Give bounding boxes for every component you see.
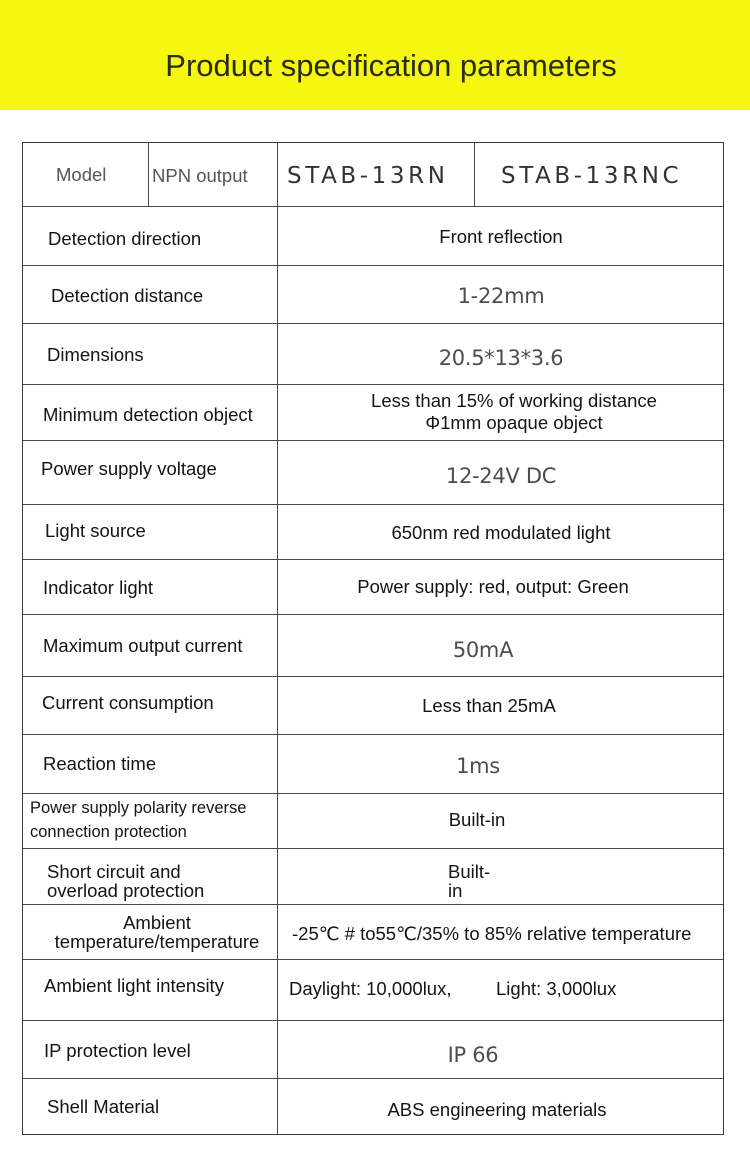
row-divider — [23, 1020, 723, 1021]
output-type-label: NPN output — [152, 165, 248, 186]
spec-value: 1ms — [456, 754, 500, 778]
spec-label: Maximum output current — [43, 635, 243, 656]
spec-value: 650nm red modulated light — [391, 522, 611, 543]
spec-value: Less than 25mA — [422, 695, 556, 716]
spec-label: Shell Material — [47, 1096, 160, 1117]
spec-label-line2: temperature/temperature — [54, 931, 260, 952]
spec-label-line1: Short circuit and — [47, 861, 181, 882]
row-divider — [23, 206, 723, 207]
header-banner — [0, 0, 750, 110]
spec-label: Current consumption — [42, 692, 214, 713]
spec-value: Power supply: red, output: Green — [357, 576, 629, 597]
row-divider — [23, 614, 723, 615]
spec-value-line1: Less than 15% of working distance — [371, 390, 657, 411]
row-divider — [23, 904, 723, 905]
spec-label-line2: connection protection — [30, 823, 187, 841]
spec-label: Detection direction — [48, 228, 202, 249]
spec-table — [22, 142, 724, 1135]
spec-value: 20.5*13*3.6 — [438, 346, 564, 370]
spec-label: Ambient light intensity — [44, 975, 224, 996]
row-divider — [23, 323, 723, 324]
spec-value: 50mA — [452, 638, 514, 662]
spec-label: Power supply voltage — [41, 458, 217, 479]
spec-value: -25℃ # to55℃/35% to 85% relative temperature — [292, 923, 692, 944]
spec-value: ABS engineering materials — [387, 1099, 607, 1120]
row-divider — [23, 734, 723, 735]
spec-value: 12-24V DC — [445, 464, 557, 488]
spec-label: IP protection level — [44, 1040, 191, 1061]
spec-value-line1: Built- — [448, 861, 491, 882]
spec-value: IP 66 — [447, 1043, 499, 1067]
row-divider — [23, 1078, 723, 1079]
spec-value: 1-22mm — [457, 284, 545, 308]
row-divider — [23, 265, 723, 266]
spec-label: Light source — [45, 520, 146, 541]
spec-label: Reaction time — [43, 753, 157, 774]
spec-value-light: Light: 3,000lux — [496, 978, 617, 999]
model-code-npn-nc: STAB-13RNC — [501, 163, 683, 189]
spec-label: Detection distance — [51, 285, 204, 306]
row-divider — [23, 384, 723, 385]
spec-label: Minimum detection object — [43, 404, 253, 425]
column-divider — [474, 143, 475, 206]
column-divider — [148, 143, 149, 206]
page-title: Product specification parameters — [165, 48, 617, 83]
row-divider — [23, 848, 723, 849]
spec-label: Indicator light — [43, 577, 154, 598]
row-divider — [23, 793, 723, 794]
spec-label-line2: overload protection — [47, 880, 205, 901]
row-divider — [23, 959, 723, 960]
spec-value-line2: in — [448, 880, 463, 901]
spec-value-line2: Φ1mm opaque object — [425, 412, 603, 433]
model-label: Model — [56, 164, 107, 185]
spec-value: Built-in — [448, 809, 506, 830]
row-divider — [23, 504, 723, 505]
spec-label-line1: Power supply polarity reverse — [30, 799, 247, 817]
row-divider — [23, 559, 723, 560]
spec-value: Front reflection — [439, 226, 563, 247]
spec-label-line1: Ambient — [123, 912, 191, 933]
spec-value-daylight: Daylight: 10,000lux, — [289, 978, 452, 999]
row-divider — [23, 440, 723, 441]
row-divider — [23, 676, 723, 677]
spec-label: Dimensions — [47, 344, 144, 365]
model-code-npn: STAB-13RN — [287, 163, 449, 189]
